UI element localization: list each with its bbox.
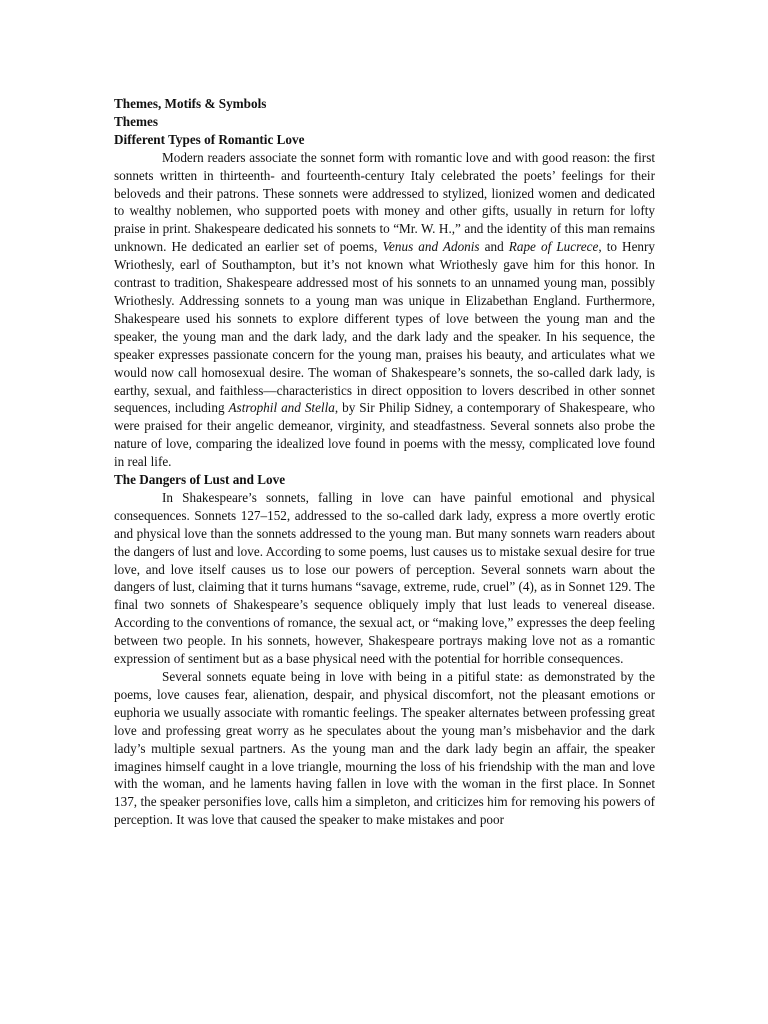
text-run: and bbox=[479, 239, 509, 255]
subsection-heading-romantic-love: Different Types of Romantic Love bbox=[114, 131, 305, 147]
subsection-heading-lust-and-love: The Dangers of Lust and Love bbox=[114, 472, 286, 488]
section-heading: Themes bbox=[114, 113, 158, 129]
text-run: Several sonnets equate being in love with being in a pitiful state: as demonstrated by the poems, love causes fear, alienation, despair, and physical discomfort, not the pleasant emotions or euphoria we usually associate with romantic feelings. The speaker alternates between professing great love and professing great worry as he speculates about the young man’s misbehavior and the dark lady’s multiple sexual partners. As the young man and the dark lady begin an affair, the speaker imagines himself caught in a love triangle, mourning the loss of his friendship with the man and love with the woman, and he laments having fallen in love with the woman in the first place. In Sonnet 137, the speaker personifies love, calls him a simpleton, and criticizes him for removing his powers of perception. It was love that caused the speaker to make mistakes and poor bbox=[114, 669, 655, 828]
paragraph bbox=[114, 149, 655, 471]
italic-title-rape-of-lucrece: Rape of Lucrece bbox=[508, 239, 599, 255]
text-run: Modern readers associate the sonnet form with romantic love and with good reason: the first sonnets written in thirteenth- and fourteenth-century Italy celebrated the poets’ feelings for their beloveds and their patrons. These sonnets were addressed to stylized, lionized women and dedicated to wealthy noblemen, who supported poets with money and other gifts, usually in return for lofty praise in print. Shakespeare dedicated his sonnets to “Mr. W. H.,” and the identity of this man remains unknown. He dedicated an earlier set of poems, bbox=[114, 149, 655, 255]
italic-title-astrophil-and-stella: Astrophil and Stella bbox=[228, 400, 335, 416]
text-run: In Shakespeare’s sonnets, falling in love can have painful emotional and physical consequences. Sonnets 127–152, addressed to the so-called dark lady, express a more overtly erotic and physical love than the sonnets addressed to the young man. But many sonnets warn readers about the dangers of lust and love. According to some poems, lust causes us to mistake sexual desire for true love, and love itself causes us to lose our powers of perception. Several sonnets warn about the dangers of lust, claiming that it turns humans “savage, extreme, rude, cruel” (4), as in Sonnet 129. The final two sonnets of Shakespeare’s sequence obliquely imply that lust leads to venereal disease. According to the conventions of romance, the sexual act, or “making love,” expresses the deep feeling between two people. In his sonnets, however, Shakespeare portrays making love not as a romantic expression of sentiment but as a base physical need with the potential for horrible consequences. bbox=[114, 489, 655, 667]
text-run: , to Henry Wriothesly, earl of Southampton, but it’s not known what Wriothesly gave him for this honor. In contrast to tradition, Shakespeare addressed most of his sonnets to an unnamed young man, possibly Wriothesly. Addressing sonnets to a young man was unique in Elizabethan England. Furthermore, Shakespeare used his sonnets to explore different types of love between the young man and the speaker, the young man and the dark lady, and the dark lady and the speaker. In his sequence, the speaker expresses passionate concern for the young man, praises his beauty, and articulates what we would now call homosexual desire. The woman of Shakespeare’s sonnets, the so-called dark lady, is earthy, sexual, and faithless—characteristics in direct opposition to lovers described in other sonnet sequences, including bbox=[114, 239, 655, 416]
italic-title-venus-and-adonis: Venus and Adonis bbox=[382, 239, 480, 255]
paragraph bbox=[114, 668, 655, 829]
document-title: Themes, Motifs & Symbols bbox=[114, 96, 267, 111]
paragraph bbox=[114, 489, 655, 668]
text-run: , by Sir Philip Sidney, a contemporary of Shakespeare, who were praised for their angelic demeanor, virginity, and steadfastness. Several sonnets also probe the nature of love, comparing the idealized love found in poems with the messy, complicated love found in real life. bbox=[114, 400, 655, 470]
